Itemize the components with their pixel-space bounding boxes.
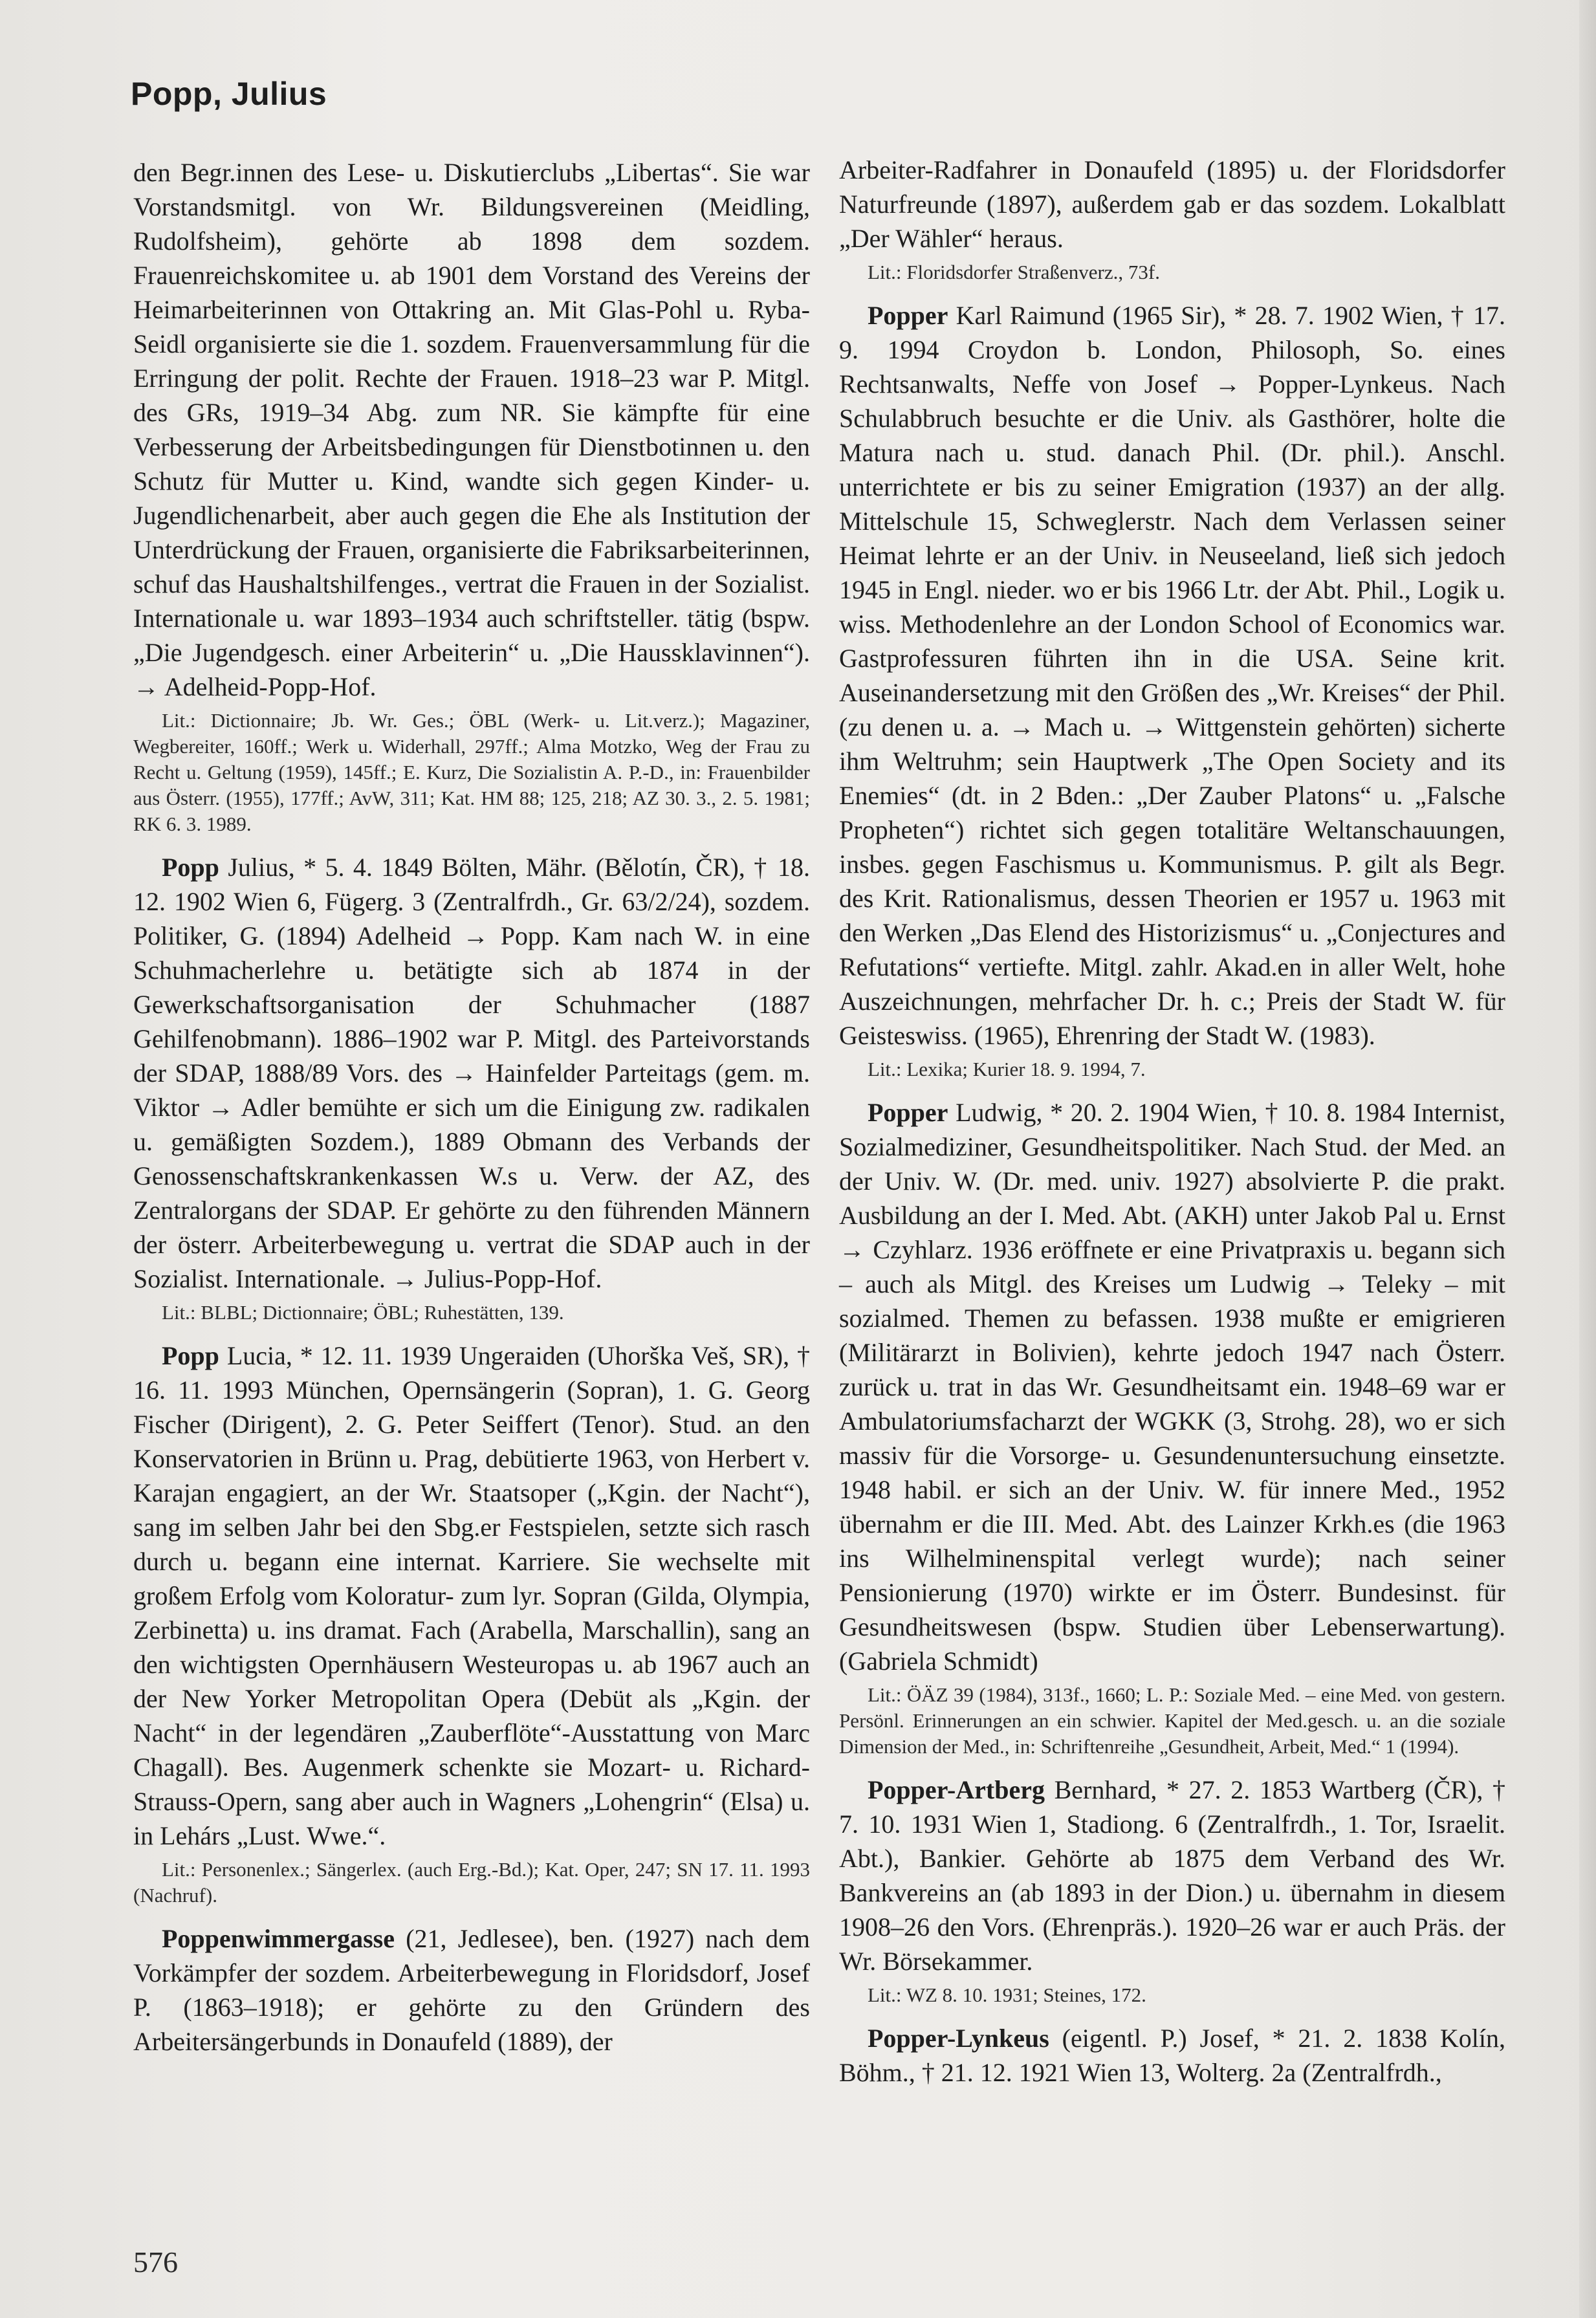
- entry-headword: Poppenwimmergasse: [162, 1924, 395, 1953]
- entry-popper-lynkeus: [839, 2021, 1505, 2090]
- entry-text: Karl Raimund (1965 Sir), * 28. 7. 1902 Wien, † 17. 9. 1994 Croydon b. London, Philosoph, So. eines Rechtsanwalts, Neffe von Josef → Popper-Lynkeus. Nach Schulabbruch besuchte er die Univ. als Gasthörer, holte die Matura nach u. stud. danach Phil. (Dr. phil.). Anschl. unterrichtete er bis zu seiner Emigration (1937) an der allg. Mittelschule 15, Schweglerstr. Nach dem Verlassen seiner Heimat lehrte er an der Univ. in Neuseeland, ließ sich jedoch 1945 in Engl. nieder. wo er bis 1966 Ltr. der Abt. Phil., Logik u. wiss. Methodenlehre an der London School of Economics war. Gastprofessuren führten ihn in die USA. Seine krit. Auseinandersetzung mit den Größen des „Wr. Kreises“ der Phil. (zu denen u. a. → Mach u. → Wittgenstein gehörten) sicherte ihm Weltruhm; sein Hauptwerk „The Open Society and its Enemies“ (dt. in 2 Bden.: „Der Zauber Platons“ u. „Falsche Propheten“) richtet sich gegen totalitäre Weltanschauungen, insbes. gegen Faschismus u. Kommunismus. P. gilt als Begr. des Krit. Rationalismus, dessen Theorien er 1957 u. 1963 mit den Werken „Das Elend des Historizismus“ u. „Conjectures and Refutations“ vertiefte. Mitgl. zahlr. Akad.en in aller Welt, hohe Auszeichnungen, mehrfacher Dr. h. c.; Preis der Stadt W. für Geisteswiss. (1965), Ehrenring der Stadt W. (1983).: [839, 301, 1505, 1050]
- entry-popp-lucia: [133, 1339, 810, 1853]
- entry-poppenwimmergasse: [133, 1921, 810, 2059]
- literature-note: Lit.: Personenlex.; Sängerlex. (auch Erg.-Bd.); Kat. Oper, 247; SN 17. 11. 1993 (Nachruf).: [133, 1858, 810, 1907]
- entry-text: Ludwig, * 20. 2. 1904 Wien, † 10. 8. 1984 Internist, Sozialmediziner, Gesundheitspolitiker. Nach Stud. der Med. an der Univ. W. (Dr. med. univ. 1927) absolvierte P. die prakt. Ausbildung an der I. Med. Abt. (AKH) unter Jakob Pal u. Ernst → Czyhlarz. 1936 eröffnete er eine Privatpraxis u. begann sich – auch als Mitgl. des Kreises um Ludwig → Teleky – mit sozialmed. Themen zu befassen. 1938 mußte er emigrieren (Militärarzt in Bolivien), kehrte jedoch 1947 nach Österr. zurück u. trat in das Wr. Gesundheitsamt ein. 1948–69 war er Ambulatoriumsfacharzt der WGKK (3, Strohg. 28), wo er sich massiv für die Vorsorge- u. Gesundenuntersuchung einsetzte. 1948 habil. er sich an der Univ. W. für innere Med., 1952 übernahm er die III. Med. Abt. des Lainzer Krkh.es (die 1963 ins Wilhelminenspital verlegt wurde); nach seiner Pensionierung (1970) wirkte er im Österr. Bundesinst. für Gesundheitswesen (bspw. Studien über Lebenserwartung). (Gabriela Schmidt): [839, 1098, 1505, 1676]
- entry-popp-julius: [133, 850, 810, 1296]
- entry-text: Julius, * 5. 4. 1849 Bölten, Mähr. (Bělotín, ČR), † 18. 12. 1902 Wien 6, Fügerg. 3 (Zentralfrdh., Gr. 63/2/24), sozdem. Politiker, G. (1894) Adelheid → Popp. Kam nach W. in eine Schuhmacherlehre u. betätigte sich ab 1874 in der Gewerkschaftsorganisation der Schuhmacher (1887 Gehilfenobmann). 1886–1902 war P. Mitgl. des Parteivorstands der SDAP, 1888/89 Vors. des → Hainfelder Parteitags (gem. m. Viktor → Adler bemühte er sich um die Einigung zw. radikalen u. gemäßigten Sozdem.), 1889 Obmann des Verbands der Genossenschaftskrankenkassen W.s u. Verw. der AZ, des Zentralorgans der SDAP. Er gehörte zu den führenden Männern der österr. Arbeiterbewegung u. vertrat die SDAP auch in der Sozialist. Internationale. → Julius-Popp-Hof.: [133, 853, 810, 1293]
- entry-continuation: Arbeiter-Radfahrer in Donaufeld (1895) u. der Floridsdorfer Naturfreunde (1897), außerdem gab er das sozdem. Lokalblatt „Der Wähler“ heraus.: [839, 155, 1505, 253]
- entry-headword: Popper: [868, 301, 948, 330]
- entry-popper-karl: [839, 298, 1505, 1053]
- entry-continuation: den Begr.innen des Lese- u. Diskutierclubs „Libertas“. Sie war Vorstandsmitgl. von Wr. Bildungsvereinen (Meidling, Rudolfsheim), gehörte ab 1898 dem sozdem. Frauenreichskomitee u. ab 1901 dem Vorstand des Vereins der Heimarbeiterinnen von Ottakring an. Mit Glas-Pohl u. Ryba-Seidl organisierte sie die 1. sozdem. Frauenversammlung für die Erringung der polit. Rechte der Frauen. 1918–23 war P. Mitgl. des GRs, 1919–34 Abg. zum NR. Sie kämpfte für eine Verbesserung der Arbeitsbedingungen für Dienstbotinnen u. den Schutz für Mutter u. Kind, wandte sich gegen Kinder- u. Jugendlichenarbeit, aber auch gegen die Ehe als Institution der Unterdrückung der Frauen, organisierte die Fabriksarbeiterinnen, schuf das Haushaltshilfenges., vertrat die Frauen in der Sozialist. Internationale u. war 1893–1934 auch schriftsteller. tätig (bspw. „Die Jugendgesch. einer Arbeiterin“ u. „Die Haussklavinnen“). → Adelheid-Popp-Hof.: [133, 158, 810, 701]
- entry-headword: Popp: [162, 853, 219, 882]
- entry-text: Lucia, * 12. 11. 1939 Ungeraiden (Uhorška Veš, SR), † 16. 11. 1993 München, Opernsängerin (Sopran), 1. G. Georg Fischer (Dirigent), 2. G. Peter Seiffert (Tenor). Stud. an den Konservatorien in Brünn u. Prag, debütierte 1963, von Herbert v. Karajan engagiert, an der Wr. Staatsoper („Kgin. der Nacht“), sang im selben Jahr bei den Sbg.er Festspielen, setzte sich rasch durch u. begann eine internat. Karriere. Sie wechselte mit großem Erfolg vom Koloratur- zum lyr. Sopran (Gilda, Olympia, Zerbinetta) u. ins dramat. Fach (Arabella, Marschallin), sang an den wichtigsten Opernhäusern Westeuropas u. ab 1967 auch an der New Yorker Metropolitan Opera (Debüt als „Kgin. der Nacht“ in der legendären „Zauberflöte“-Ausstattung von Marc Chagall). Bes. Augenmerk schenkte sie Mozart- u. Richard-Strauss-Opern, sang aber auch in Wagners „Lohengrin“ (Elsa) u. in Lehárs „Lust. Wwe.“.: [133, 1341, 810, 1850]
- page-number: 576: [133, 2246, 178, 2279]
- literature-note: Lit.: Lexika; Kurier 18. 9. 1994, 7.: [868, 1058, 1146, 1080]
- entry-text: Bernhard, * 27. 2. 1853 Wartberg (ČR), † 7. 10. 1931 Wien 1, Stadiong. 6 (Zentralfrdh., 1. Tor, Israelit. Abt.), Bankier. Gehörte ab 1875 dem Verband des Wr. Bankvereins an (ab 1893 in der Dion.) u. übernahm in diesem 1908–26 den Vors. (Ehrenpräs.). 1920–26 war er auch Präs. der Wr. Börsekammer.: [839, 1775, 1505, 1976]
- left-column: [133, 155, 810, 2059]
- entry-headword: Popper: [868, 1098, 948, 1127]
- right-column: [839, 153, 1505, 2090]
- literature-note: Lit.: BLBL; Dictionnaire; ÖBL; Ruhestätten, 139.: [162, 1301, 564, 1324]
- entry-headword: Popper-Artberg: [868, 1775, 1045, 1804]
- literature-note: Lit.: WZ 8. 10. 1931; Steines, 172.: [868, 1984, 1146, 2006]
- scan-edge-shadow: [1579, 0, 1596, 2318]
- literature-note: Lit.: Floridsdorfer Straßenverz., 73f.: [868, 261, 1160, 283]
- entry-text: (eigentl. P.) Josef, * 21. 2. 1838 Kolín, Böhm., † 21. 12. 1921 Wien 13, Wolterg. 2a (Zentralfrdh.,: [839, 2024, 1505, 2087]
- entry-headword: Popper-Lynkeus: [868, 2024, 1049, 2053]
- running-head: Popp, Julius: [131, 76, 327, 112]
- entry-popper-ludwig: [839, 1095, 1505, 1678]
- entry-text: (21, Jedlesee), ben. (1927) nach dem Vorkämpfer der sozdem. Arbeiterbewegung in Floridsdorf, Josef P. (1863–1918); er gehörte zu den Gründern des Arbeitersängerbunds in Donaufeld (1889), der: [133, 1924, 810, 2056]
- entry-headword: Popp: [162, 1341, 219, 1370]
- literature-note: Lit.: Dictionnaire; Jb. Wr. Ges.; ÖBL (Werk- u. Lit.verz.); Magaziner, Wegbereiter, 160ff.; Werk u. Widerhall, 297ff.; Alma Motzko, Weg der Frau zu Recht u. Geltung (1959), 145ff.; E. Kurz, Die Sozialistin A. P.-D., in: Frauenbilder aus Österr. (1955), 177ff.; AvW, 311; Kat. HM 88; 125, 218; AZ 30. 3., 2. 5. 1981; RK 6. 3. 1989.: [133, 709, 810, 835]
- entry-popper-artberg: [839, 1773, 1505, 1978]
- literature-note: Lit.: ÖÄZ 39 (1984), 313f., 1660; L. P.: Soziale Med. – eine Med. von gestern. Persönl. Erinnerungen an ein schwier. Kapitel der Med.gesch. u. an die soziale Dimension der Med., in: Schriftenreihe „Gesundheit, Arbeit, Med.“ 1 (1994).: [839, 1683, 1505, 1758]
